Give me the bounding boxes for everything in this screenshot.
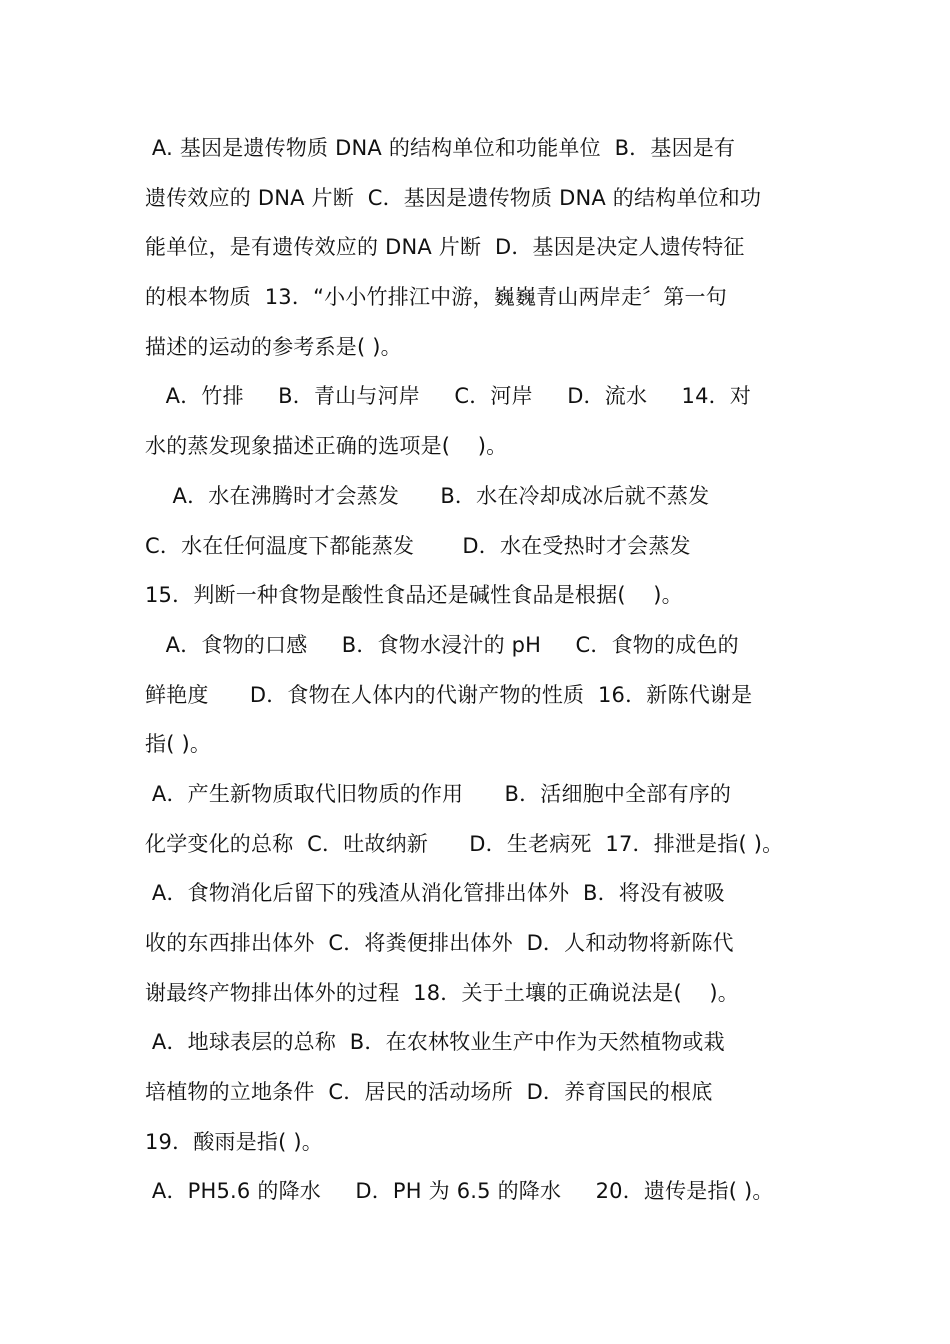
text-line-1: A. 基因是遗传物质 DNA 的结构单位和功能单位 B．基因是有	[145, 136, 736, 160]
text-line-10: 15．判断一种食物是酸性食品还是碱性食品是根据( )。	[145, 583, 683, 608]
text-line-11: A．食物的口感 B．食物水浸汁的 pH C．食物的成色的	[145, 632, 739, 657]
text-line-13: 指( )。	[145, 732, 212, 757]
question-text-block	[145, 124, 825, 1217]
text-line-17: 收的东西排出体外 C．将粪便排出体外 D．人和动物将新陈代	[145, 931, 734, 955]
text-line-4: 的根本物质 13．“小小竹排江中游，巍巍青山两岸走〞第一句	[145, 285, 727, 310]
text-line-18: 谢最终产物排出体外的过程 18．关于土壤的正确说法是( )。	[145, 980, 739, 1005]
text-line-12: 鲜艳度 D．食物在人体内的代谢产物的性质 16．新陈代谢是	[145, 682, 753, 707]
text-line-7: 水的蒸发现象描述正确的选项是( )。	[145, 434, 508, 459]
text-line-20: 培植物的立地条件 C．居民的活动场所 D．养育国民的根底	[145, 1080, 713, 1105]
text-line-19: A．地球表层的总称 B．在农林牧业生产中作为天然植物或栽	[145, 1030, 725, 1055]
text-line-21: 19．酸雨是指( )。	[145, 1129, 323, 1154]
text-line-6: A．竹排 B．青山与河岸 C．河岸 D．流水 14．对	[145, 384, 752, 409]
text-line-8: A．水在沸腾时才会蒸发 B．水在冷却成冰后就不蒸发	[145, 483, 710, 508]
text-line-22: A．PH5.6 的降水 D．PH 为 6.5 的降水 20．遗传是指( )。	[145, 1179, 774, 1204]
text-line-16: A．食物消化后留下的残渣从消化管排出体外 B．将没有被吸	[145, 881, 725, 906]
text-line-3: 能单位，是有遗传效应的 DNA 片断 D．基因是决定人遗传特征	[145, 235, 745, 260]
text-line-14: A．产生新物质取代旧物质的作用 B．活细胞中全部有序的	[145, 781, 732, 806]
text-line-2: 遗传效应的 DNA 片断 C．基因是遗传物质 DNA 的结构单位和功	[145, 185, 762, 210]
text-line-15: 化学变化的总称 C．吐故纳新 D．生老病死 17．排泄是指( )。	[145, 831, 784, 856]
text-line-9: C．水在任何温度下都能蒸发 D．水在受热时才会蒸发	[145, 533, 691, 558]
text-line-5: 描述的运动的参考系是( )。	[145, 334, 402, 359]
